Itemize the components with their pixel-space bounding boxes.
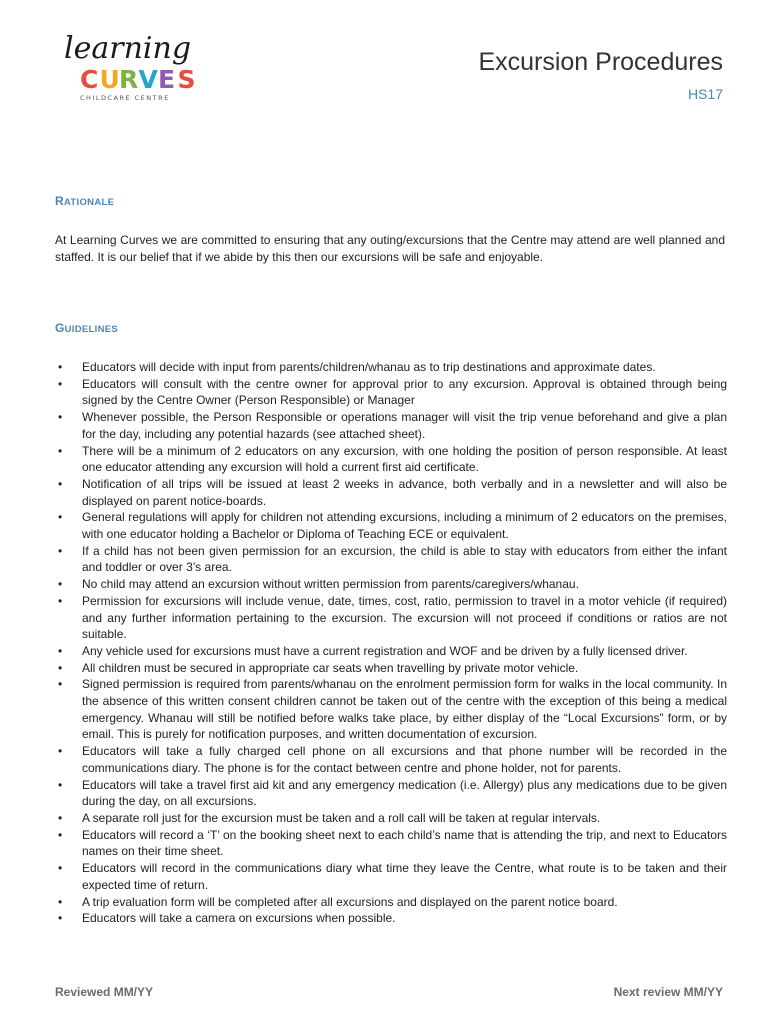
guideline-item: • A separate roll just for the excursion must be taken and a roll call will be taken at regular intervals. xyxy=(55,810,727,827)
guideline-item: • Educators will take a camera on excursions when possible. xyxy=(55,910,727,927)
guideline-item: • Permission for excursions will include venue, date, times, cost, ratio, permission to travel in a motor vehicle (if required) and any further information pertaining to the excursion. The excursion will not proceed if conditions or ratios are not suitable. xyxy=(55,593,727,643)
guideline-item: • Educators will record in the communications diary what time they leave the Centre, what route is to be taken and their expected time of return. xyxy=(55,860,727,893)
guideline-item: • Educators will take a travel first aid kit and any emergency medication (i.e. Allergy) plus any medications due to be given during the day, on all excursions. xyxy=(55,777,727,810)
header xyxy=(478,46,723,102)
guidelines-heading-rest: UIDELINES xyxy=(64,324,119,335)
logo-letter: V xyxy=(138,65,158,94)
guideline-item: • A trip evaluation form will be completed after all excursions and displayed on the parent notice board. xyxy=(55,894,727,911)
guideline-item: • Whenever possible, the Person Responsible or operations manager will visit the trip venue beforehand and give a plan for the day, including any potential hazards (see attached sheet). xyxy=(55,409,727,442)
logo-letter: R xyxy=(119,65,139,94)
guidelines-list xyxy=(55,359,727,927)
reviewed-date: Reviewed MM/YY xyxy=(55,985,154,999)
logo-letter: S xyxy=(177,65,196,94)
guideline-item: • No child may attend an excursion without written permission from parents/caregivers/whanau. xyxy=(55,576,727,593)
next-review-date: Next review MM/YY xyxy=(613,985,723,999)
document-code: HS17 xyxy=(687,86,723,102)
guideline-item: • Educators will take a fully charged cell phone on all excursions and that phone number will be recorded in the communications diary. The phone is for the contact between centre and phone holder, not for parents. xyxy=(55,743,727,776)
logo-word-learning: learning xyxy=(64,31,192,66)
page-title: Excursion Procedures xyxy=(478,48,723,76)
guideline-item: • Notification of all trips will be issued at least 2 weeks in advance, both verbally and in a newsletter and will also be displayed on parent notice-boards. xyxy=(55,476,727,509)
guideline-item: • There will be a minimum of 2 educators on any excursion, with one holding the position of person responsible. At least one educator attending any excursion will hold a current first aid certificate. xyxy=(55,443,727,476)
learning-curves-logo xyxy=(58,28,218,106)
guidelines-heading-initial: G xyxy=(55,321,65,335)
logo-word-curves xyxy=(80,65,196,94)
logo-tagline: CHILDCARE CENTRE xyxy=(80,94,170,102)
guidelines-heading xyxy=(55,321,118,335)
logo-letter: E xyxy=(158,65,176,94)
guideline-item: • All children must be secured in appropriate car seats when travelling by private motor vehicle. xyxy=(55,660,727,677)
guideline-item: • Educators will consult with the centre owner for approval prior to any excursion. Approval is obtained through being signed by the Centre Owner (Person Responsible) or Manager xyxy=(55,376,727,409)
rationale-heading-initial: R xyxy=(55,194,64,208)
guideline-item: • Any vehicle used for excursions must have a current registration and WOF and be driven by a fully licensed driver. xyxy=(55,643,727,660)
rationale-heading-rest: ATIONALE xyxy=(63,197,115,208)
rationale-text: At Learning Curves we are committed to ensuring that any outing/excursions that the Centre may attend are well planned and staffed. It is our belief that if we abide by this then our excursions will be safe and enjoyable. xyxy=(55,233,725,264)
rationale-heading xyxy=(55,194,114,208)
logo-letter: C xyxy=(80,65,99,94)
guideline-item: • General regulations will apply for children not attending excursions, including a minimum of 2 educators on the premises, with one educator holding a Bachelor or Diploma of Teaching ECE or equivalent. xyxy=(55,509,727,542)
guideline-item: • If a child has not been given permission for an excursion, the child is able to stay with educators from either the infant and toddler or over 3’s area. xyxy=(55,543,727,576)
guideline-item: • Educators will decide with input from parents/children/whanau as to trip destinations and approximate dates. xyxy=(55,359,727,376)
logo-letter: U xyxy=(99,65,120,94)
guideline-item: • Signed permission is required from parents/whanau on the enrolment permission form for walks in the local community. In the absence of this written consent children cannot be taken out of the centre with the exception of this being a medical emergency. Whanau will still be notified before walks take place, by either display of the “Local Excursions” form, or by email. This is purely for notification purposes, and written documentation of excursion. xyxy=(55,676,727,743)
guideline-item: • Educators will record a ‘T’ on the booking sheet next to each child’s name that is attending the trip, and next to Educators names on their time sheet. xyxy=(55,827,727,860)
